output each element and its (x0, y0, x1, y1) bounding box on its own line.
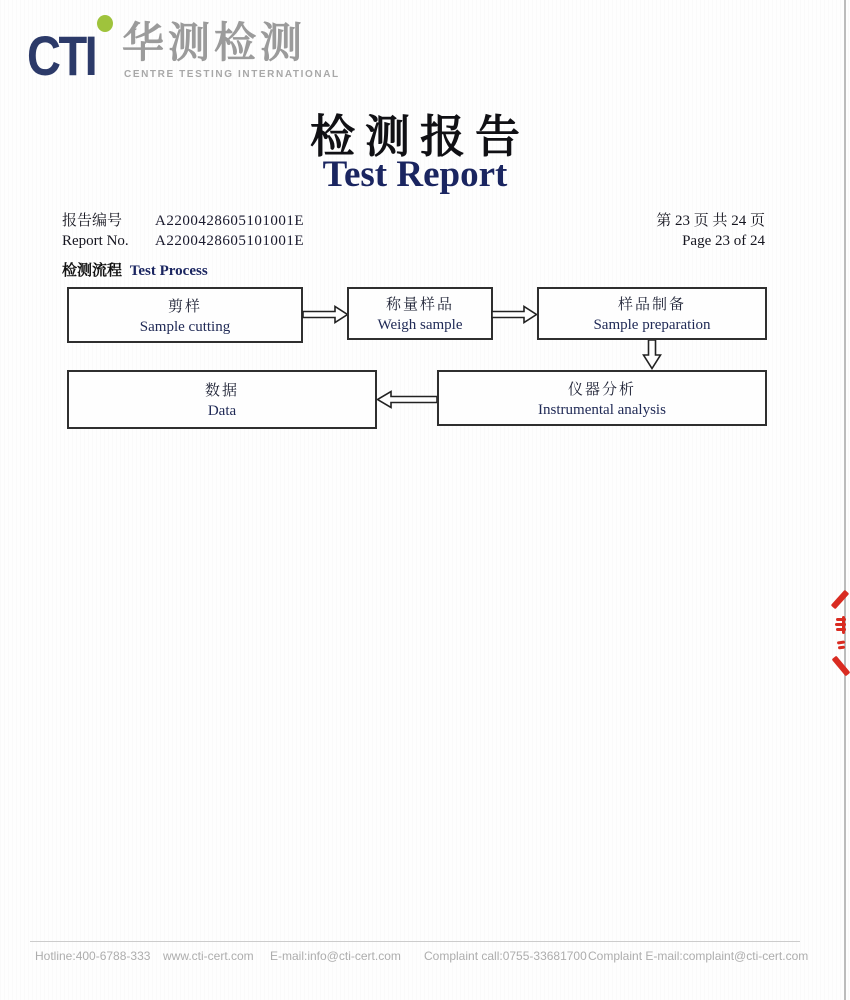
report-no-label-cn: 报告编号 (62, 213, 123, 229)
flow-arrow-right-icon (491, 304, 538, 325)
stamp-fragment-icon (836, 618, 846, 621)
flow-box-instrumental-analysis (437, 370, 767, 426)
footer-hotline: Hotline:400-6788-333 (35, 949, 151, 963)
flow-box-weigh-sample (347, 287, 493, 340)
stamp-fragment-icon (832, 656, 850, 677)
report-no-label-en: Report No. (62, 233, 129, 249)
report-no-value-line2: A2200428605101001E (155, 233, 304, 249)
flow-box-weigh-sample-cn: 称量样品 (385, 297, 454, 313)
footer-email: E-mail:info@cti-cert.com (270, 949, 401, 963)
footer-complaint-email: Complaint E-mail:complaint@cti-cert.com (588, 949, 809, 963)
report-no-value-line1: A2200428605101001E (155, 213, 304, 229)
test-process-heading-en: Test Process (129, 263, 208, 279)
flow-arrow-down-icon (641, 340, 663, 370)
page-edge-line (844, 0, 846, 1000)
flow-box-data-en: Data (207, 403, 237, 419)
flow-box-weigh-sample-en: Weigh sample (377, 317, 463, 333)
flow-box-sample-cutting-cn: 剪样 (167, 298, 202, 315)
flow-box-sample-preparation-en: Sample preparation (593, 317, 711, 333)
page-number-cn: 第 23 页 共 24 页 (656, 213, 765, 229)
flow-box-data-cn: 数据 (204, 383, 239, 399)
flow-box-sample-preparation-cn: 样品制备 (617, 297, 686, 313)
report-title-en: Test Report (322, 154, 508, 195)
stamp-fragment-icon (842, 616, 845, 634)
flow-box-data (67, 370, 377, 429)
stamp-fragment-icon (831, 590, 850, 610)
report-title-cn: 检测报告 (309, 112, 530, 162)
cti-logo-text: CTI (27, 24, 96, 87)
stamp-fragment-icon (836, 628, 846, 631)
flow-box-sample-cutting (67, 287, 303, 343)
flow-box-instrumental-analysis-en: Instrumental analysis (538, 401, 666, 418)
footer-website: www.cti-cert.com (163, 949, 254, 963)
cti-logo-green-dot-icon (97, 15, 113, 32)
page-number-en: Page 23 of 24 (682, 233, 765, 249)
flow-box-instrumental-analysis-cn: 仪器分析 (567, 381, 636, 398)
cti-logo-subtitle: CENTRE TESTING INTERNATIONAL (124, 69, 340, 80)
footer-complaint-call: Complaint call:0755-33681700 (424, 949, 587, 963)
footer-divider (30, 941, 800, 942)
cti-logo-chinese-name: 华测检测 (122, 19, 307, 66)
flow-box-sample-cutting-en: Sample cutting (139, 318, 231, 335)
flow-arrow-left-icon (376, 389, 438, 410)
test-process-heading-cn: 检测流程 (62, 263, 123, 279)
test-process-heading (62, 259, 208, 280)
flow-arrow-right-icon (302, 304, 349, 325)
flow-box-sample-preparation (537, 287, 767, 340)
